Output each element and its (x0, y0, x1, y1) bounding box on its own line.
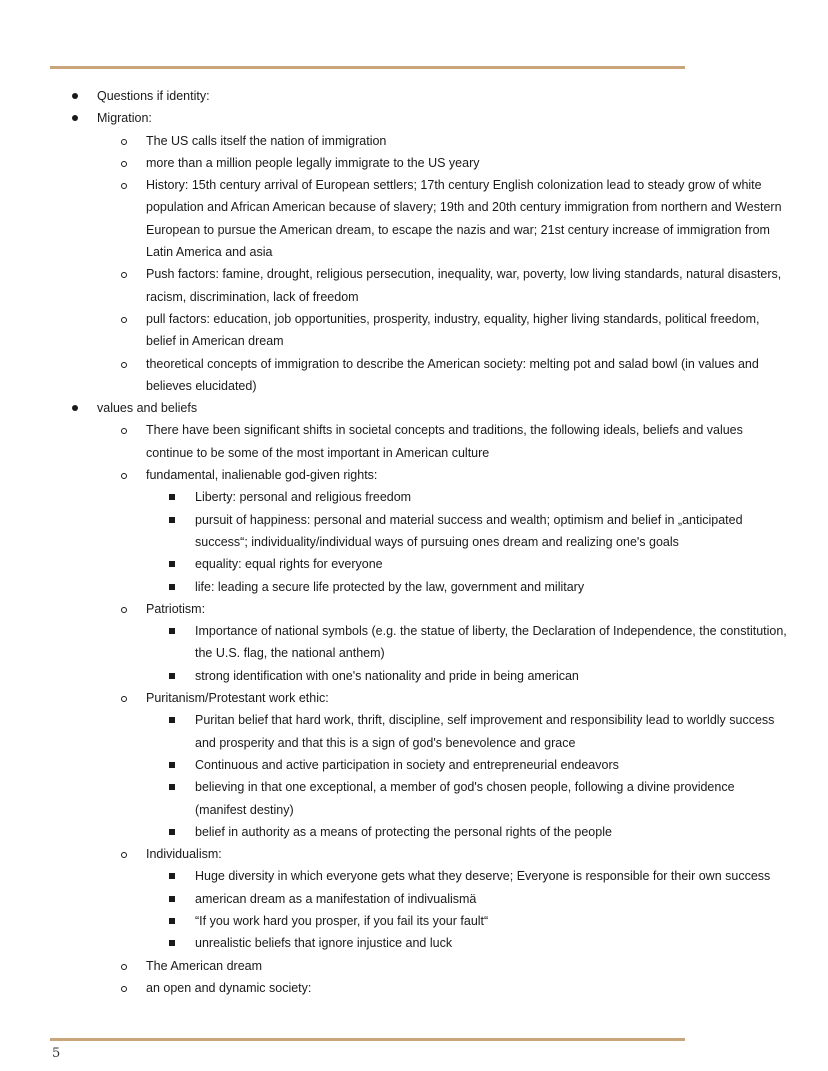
sub-list-level-3 (0, 486, 828, 597)
list-item-level-2 (0, 174, 828, 263)
list-item-text: an open and dynamic society: (146, 980, 312, 995)
list-item-level-1 (0, 107, 828, 129)
list-item-text: strong identification with one's nationality and pride in being american (195, 668, 579, 683)
square-bullet-icon (169, 628, 175, 634)
square-bullet-icon (169, 584, 175, 590)
list-item-level-2 (0, 308, 828, 353)
list-item-text: Liberty: personal and religious freedom (195, 490, 412, 505)
list-item-text: Importance of national symbols (e.g. the statue of liberty, the Declaration of Independence, the constitution, the U.S. flag, the national anthem) (195, 624, 787, 661)
list-item-level-2 (0, 464, 828, 486)
list-item-level-3 (0, 776, 828, 821)
list-item-text: american dream as a manifestation of indivualismä (195, 891, 477, 906)
list-item-text: Migration: (97, 111, 152, 126)
list-item-text: “If you work hard you prosper, if you fail its your fault“ (195, 913, 489, 928)
list-item-text: History: 15th century arrival of European settlers; 17th century English colonization lead to steady grow of white population and African American because of slavery; 19th and 20th century immigration from northern and Western European to pursue the American dream, to escape the nazis and war; 21st century increase of immigration from Latin America and asia (146, 178, 782, 260)
square-bullet-icon (169, 873, 175, 879)
list-item-level-2 (0, 353, 828, 398)
list-item-text: Individualism: (146, 847, 222, 862)
square-bullet-icon (169, 829, 175, 835)
sub-list-container (0, 620, 828, 687)
outline-list (0, 85, 828, 999)
hollow-bullet-icon (121, 964, 127, 970)
list-item-level-3 (0, 821, 828, 843)
sub-list-level-3 (0, 865, 828, 954)
list-item-text: Puritanism/Protestant work ethic: (146, 691, 329, 706)
hollow-bullet-icon (121, 183, 127, 189)
list-item-level-3 (0, 553, 828, 575)
top-divider (50, 66, 685, 69)
list-item-text: pull factors: education, job opportunities, prosperity, industry, equality, higher living standards, political freedom, belief in American dream (146, 311, 760, 349)
hollow-bullet-icon (121, 139, 127, 145)
list-item-level-3 (0, 576, 828, 598)
list-item-level-3 (0, 932, 828, 954)
square-bullet-icon (169, 673, 175, 679)
list-item-text: more than a million people legally immigrate to the US yeary (146, 155, 480, 170)
list-item-text: unrealistic beliefs that ignore injustice and luck (195, 936, 453, 951)
list-item-level-3 (0, 754, 828, 776)
list-item-level-1 (0, 397, 828, 419)
square-bullet-icon (169, 784, 175, 790)
square-bullet-icon (169, 517, 175, 523)
list-item-text: The US calls itself the nation of immigration (146, 133, 387, 148)
list-item-level-2 (0, 687, 828, 709)
square-bullet-icon (169, 494, 175, 500)
hollow-bullet-icon (121, 473, 127, 479)
list-item-level-3 (0, 509, 828, 554)
list-item-level-3 (0, 620, 828, 665)
square-bullet-icon (169, 940, 175, 946)
list-item-text: theoretical concepts of immigration to describe the American society: melting pot and salad bowl (in values and believes elucidated) (146, 356, 759, 393)
list-item-level-3 (0, 888, 828, 910)
sub-list-container (0, 865, 828, 954)
list-item-level-3 (0, 910, 828, 932)
sub-list-container (0, 486, 828, 597)
list-item-text: Patriotism: (146, 601, 206, 616)
list-item-level-2 (0, 152, 828, 174)
hollow-bullet-icon (121, 607, 127, 613)
filled-bullet-icon (72, 93, 78, 99)
sub-list-level-3 (0, 709, 828, 843)
hollow-bullet-icon (121, 317, 127, 323)
list-item-level-3 (0, 709, 828, 754)
list-item-level-2 (0, 130, 828, 152)
square-bullet-icon (169, 896, 175, 902)
list-item-text: Huge diversity in which everyone gets what they deserve; Everyone is responsible for their own success (195, 869, 771, 884)
sub-list-level-2 (0, 130, 828, 398)
hollow-bullet-icon (121, 696, 127, 702)
list-item-text: The American dream (146, 958, 263, 973)
hollow-bullet-icon (121, 852, 127, 858)
list-item-level-3 (0, 865, 828, 887)
square-bullet-icon (169, 717, 175, 723)
list-item-text: Continuous and active participation in society and entrepreneurial endeavors (195, 757, 619, 772)
page-number: 5 (52, 1046, 61, 1061)
list-item-text: life: leading a secure life protected by the law, government and military (195, 579, 585, 594)
list-item-text: Puritan belief that hard work, thrift, discipline, self improvement and responsibility lead to worldly success and prosperity and that this is a sign of god's benevolence and grace (195, 713, 775, 750)
list-item-level-2 (0, 419, 828, 464)
list-item-level-3 (0, 486, 828, 508)
sub-list-level-2 (0, 419, 828, 999)
list-item-level-2 (0, 263, 828, 308)
list-item-text: Questions if identity: (97, 89, 210, 103)
sub-list-container (0, 130, 828, 398)
list-item-text: fundamental, inalienable god-given rights: (146, 468, 378, 483)
sub-list-level-3 (0, 620, 828, 687)
hollow-bullet-icon (121, 362, 127, 368)
hollow-bullet-icon (121, 272, 127, 278)
list-item-text: believing in that one exceptional, a member of god's chosen people, following a divine providence (manifest destiny) (195, 780, 735, 817)
list-item-level-2 (0, 977, 828, 999)
hollow-bullet-icon (121, 428, 127, 434)
bottom-divider (50, 1038, 685, 1041)
list-item-level-3 (0, 665, 828, 687)
list-item-text: There have been significant shifts in societal concepts and traditions, the following ideals, beliefs and values continue to be some of the most important in American culture (146, 423, 743, 460)
list-item-text: Push factors: famine, drought, religious persecution, inequality, war, poverty, low living standards, natural disasters, racism, discrimination, lack of freedom (146, 267, 782, 304)
hollow-bullet-icon (121, 161, 127, 167)
filled-bullet-icon (72, 115, 78, 121)
filled-bullet-icon (72, 405, 78, 411)
sub-list-container (0, 709, 828, 843)
square-bullet-icon (169, 561, 175, 567)
sub-list-container (0, 419, 828, 999)
list-item-text: values and beliefs (97, 401, 198, 416)
list-item-level-2 (0, 955, 828, 977)
list-item-level-2 (0, 843, 828, 865)
square-bullet-icon (169, 918, 175, 924)
list-item-text: equality: equal rights for everyone (195, 557, 383, 572)
document-body (0, 85, 828, 999)
hollow-bullet-icon (121, 986, 127, 992)
square-bullet-icon (169, 762, 175, 768)
list-item-level-1 (0, 85, 828, 107)
list-item-text: belief in authority as a means of protecting the personal rights of the people (195, 824, 612, 839)
list-item-level-2 (0, 598, 828, 620)
list-item-text: pursuit of happiness: personal and material success and wealth; optimism and belief in „anticipated success“; individuality/individual ways of pursuing ones dream and realizing one's goals (195, 512, 743, 549)
